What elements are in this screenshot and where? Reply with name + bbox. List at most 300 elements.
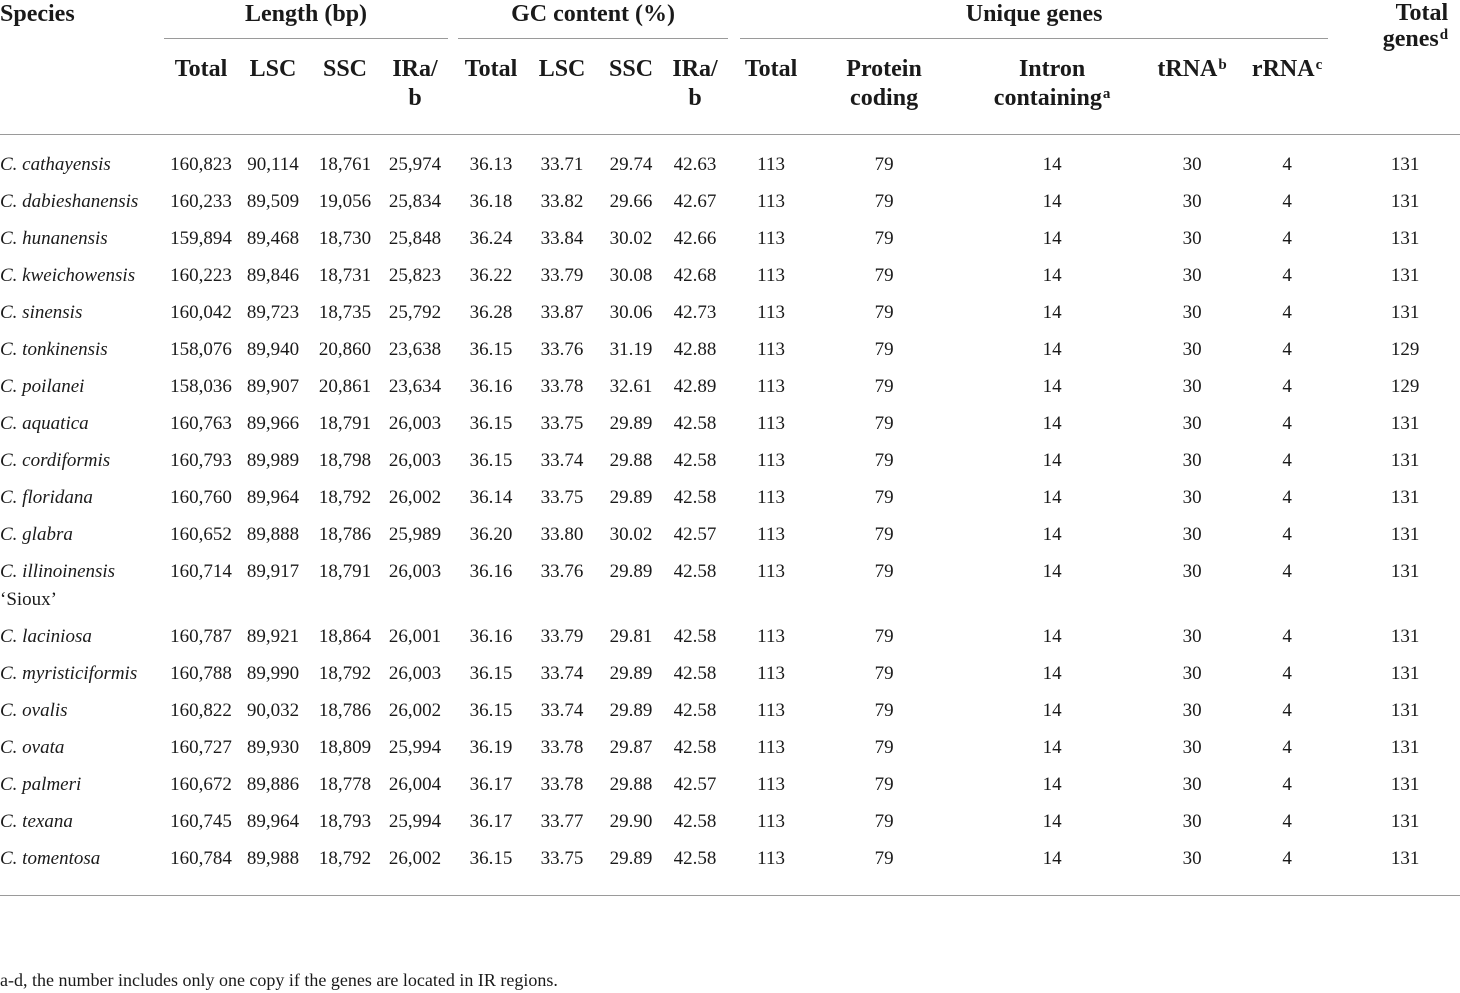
gc-ssc-cell: 29.74 (609, 154, 653, 175)
gc-lsc-cell: 33.79 (540, 626, 584, 647)
species-cell: C. kweichowensis (0, 265, 136, 286)
length-lsc-cell: 89,964 (246, 811, 300, 832)
gc-ssc-cell: 29.89 (609, 700, 653, 721)
length-ssc-cell: 18,793 (318, 811, 372, 832)
intron-containing-cell: 14 (1042, 302, 1062, 323)
table-row (0, 336, 1460, 373)
rrna-cell: 4 (1282, 265, 1292, 286)
gc-ir-cell: 42.58 (673, 487, 717, 508)
gc-ir-cell: 42.67 (673, 191, 717, 212)
gc-lsc-cell: 33.78 (540, 774, 584, 795)
gc-lsc-cell: 33.78 (540, 376, 584, 397)
unique-total-cell: 113 (757, 524, 785, 545)
total-genes-cell: 131 (1390, 737, 1420, 758)
length-ir-cell: 23,634 (388, 376, 442, 397)
species-cell: C. hunanensis (0, 228, 108, 249)
gc-ssc-cell: 30.02 (609, 228, 653, 249)
unique-total-cell: 113 (757, 265, 785, 286)
unique-total-cell: 113 (757, 302, 785, 323)
unique-total-cell: 113 (757, 154, 785, 175)
gc-total-cell: 36.14 (469, 487, 513, 508)
intron-containing-cell: 14 (1042, 848, 1062, 869)
total-genes-cell: 131 (1390, 487, 1420, 508)
unique-total-cell: 113 (757, 626, 785, 647)
total-genes-cell: 131 (1390, 413, 1420, 434)
species-cell: C. palmeri (0, 774, 82, 795)
trna-cell: 30 (1182, 774, 1202, 795)
intron-containing-cell: 14 (1042, 774, 1062, 795)
length-ssc-cell: 20,860 (318, 339, 372, 360)
rrna-cell: 4 (1282, 154, 1292, 175)
species-cell: C. dabieshanensis (0, 191, 139, 212)
gc-total-cell: 36.15 (469, 848, 513, 869)
unique-total-cell: 113 (757, 700, 785, 721)
length-ssc-cell: 18,778 (318, 774, 372, 795)
length-lsc-header: LSC (249, 56, 297, 82)
length-ir-cell: 25,848 (388, 228, 442, 249)
table-row (0, 623, 1460, 660)
length-ssc-cell: 20,861 (318, 376, 372, 397)
total-genes-cell: 131 (1390, 848, 1420, 869)
table-body (0, 135, 1460, 896)
gc-ssc-cell: 29.89 (609, 487, 653, 508)
protein-coding-cell: 79 (874, 524, 894, 545)
total-genes-cell: 129 (1390, 376, 1420, 397)
trna-cell: 30 (1182, 561, 1202, 582)
gc-lsc-header: LSC (538, 56, 586, 82)
trna-cell: 30 (1182, 811, 1202, 832)
rrna-cell: 4 (1282, 450, 1292, 471)
table-row (0, 734, 1460, 771)
gc-ssc-cell: 30.08 (609, 265, 653, 286)
rrna-cell: 4 (1282, 228, 1292, 249)
species-cell: C. cathayensis (0, 154, 111, 175)
table-row (0, 447, 1460, 484)
unique-total-cell: 113 (757, 487, 785, 508)
protein-coding-cell: 79 (874, 811, 894, 832)
length-total-cell: 160,784 (170, 848, 232, 869)
gc-ssc-cell: 29.89 (609, 413, 653, 434)
length-lsc-cell: 89,509 (246, 191, 300, 212)
protein-coding-cell: 79 (874, 737, 894, 758)
gc-lsc-cell: 33.77 (540, 811, 584, 832)
species-cell: C. myristiciformis (0, 663, 138, 684)
trna-cell: 30 (1182, 848, 1202, 869)
rrna-cell: 4 (1282, 700, 1292, 721)
gc-ir-cell: 42.58 (673, 811, 717, 832)
table-footnote: a-d, the number includes only one copy if the genes are located in IR regions. (0, 970, 558, 990)
rrna-cell: 4 (1282, 524, 1292, 545)
protein-coding-cell: 79 (874, 663, 894, 684)
length-ssc-cell: 18,730 (318, 228, 372, 249)
length-group-header: Length (bp) (164, 0, 448, 39)
intron-containing-cell: 14 (1042, 487, 1062, 508)
length-lsc-cell: 89,907 (246, 376, 300, 397)
length-total-cell: 160,233 (170, 191, 232, 212)
length-ssc-header: SSC (322, 56, 368, 82)
gc-ir-cell: 42.58 (673, 450, 717, 471)
gc-total-cell: 36.22 (469, 265, 513, 286)
protein-coding-cell: 79 (874, 774, 894, 795)
length-lsc-cell: 89,989 (246, 450, 300, 471)
intron-containing-cell: 14 (1042, 626, 1062, 647)
unique-total-cell: 113 (757, 450, 785, 471)
gc-ssc-cell: 29.88 (609, 450, 653, 471)
trna-cell: 30 (1182, 191, 1202, 212)
length-total-cell: 160,787 (170, 626, 232, 647)
total-genes-cell: 131 (1390, 561, 1420, 582)
gc-lsc-cell: 33.75 (540, 848, 584, 869)
table-row (0, 660, 1460, 697)
length-total-cell: 160,823 (170, 154, 232, 175)
gc-ssc-cell: 30.02 (609, 524, 653, 545)
gc-lsc-cell: 33.76 (540, 339, 584, 360)
protein-coding-cell: 79 (874, 154, 894, 175)
length-total-cell: 160,760 (170, 487, 232, 508)
unique-total-cell: 113 (757, 376, 785, 397)
length-ssc-cell: 18,761 (318, 154, 372, 175)
length-ir-cell: 23,638 (388, 339, 442, 360)
length-ssc-cell: 18,809 (318, 737, 372, 758)
species-cell: C. tomentosa (0, 848, 101, 869)
gc-lsc-cell: 33.79 (540, 265, 584, 286)
protein-coding-cell: 79 (874, 487, 894, 508)
intron-containing-header: Intron containing$^a$ (993, 56, 1111, 111)
rrna-cell: 4 (1282, 191, 1292, 212)
length-ssc-cell: 18,786 (318, 700, 372, 721)
gc-ir-cell: 42.58 (673, 561, 717, 582)
gc-total-cell: 36.16 (469, 376, 513, 397)
gc-total-cell: 36.28 (469, 302, 513, 323)
intron-containing-cell: 14 (1042, 450, 1062, 471)
table-row (0, 521, 1460, 558)
gc-total-cell: 36.15 (469, 700, 513, 721)
gc-ssc-cell: 30.06 (609, 302, 653, 323)
trna-cell: 30 (1182, 413, 1202, 434)
length-total-cell: 160,652 (170, 524, 232, 545)
gc-ssc-cell: 29.66 (609, 191, 653, 212)
table-row (0, 771, 1460, 808)
table-row (0, 410, 1460, 447)
length-ssc-cell: 19,056 (318, 191, 372, 212)
length-ir-cell: 26,002 (388, 700, 442, 721)
table-row (0, 262, 1460, 299)
length-total-cell: 158,036 (170, 376, 232, 397)
length-ssc-cell: 18,798 (318, 450, 372, 471)
intron-containing-cell: 14 (1042, 191, 1062, 212)
species-cell: C. illinoinensis ‘Sioux’ (0, 561, 116, 610)
length-ssc-cell: 18,791 (318, 561, 372, 582)
trna-cell: 30 (1182, 700, 1202, 721)
length-total-cell: 160,042 (170, 302, 232, 323)
intron-containing-cell: 14 (1042, 265, 1062, 286)
gc-ssc-cell: 29.88 (609, 774, 653, 795)
rrna-cell: 4 (1282, 848, 1292, 869)
gc-total-cell: 36.18 (469, 191, 513, 212)
unique-total-cell: 113 (757, 228, 785, 249)
length-ssc-cell: 18,731 (318, 265, 372, 286)
gc-ir-cell: 42.58 (673, 626, 717, 647)
trna-cell: 30 (1182, 663, 1202, 684)
gc-ssc-cell: 32.61 (609, 376, 653, 397)
length-lsc-cell: 89,940 (246, 339, 300, 360)
trna-cell: 30 (1182, 302, 1202, 323)
unique-total-cell: 113 (757, 339, 785, 360)
gc-group-header: GC content (%) (458, 0, 728, 39)
protein-coding-cell: 79 (874, 339, 894, 360)
length-ssc-cell: 18,792 (318, 848, 372, 869)
length-ssc-cell: 18,864 (318, 626, 372, 647)
length-ssc-cell: 18,791 (318, 413, 372, 434)
length-total-cell: 158,076 (170, 339, 232, 360)
length-ir-cell: 25,994 (388, 737, 442, 758)
gc-ir-cell: 42.58 (673, 413, 717, 434)
protein-coding-cell: 79 (874, 265, 894, 286)
rrna-cell: 4 (1282, 487, 1292, 508)
length-lsc-cell: 89,468 (246, 228, 300, 249)
length-total-cell: 160,822 (170, 700, 232, 721)
gc-total-cell: 36.20 (469, 524, 513, 545)
length-lsc-cell: 89,846 (246, 265, 300, 286)
intron-containing-cell: 14 (1042, 561, 1062, 582)
length-lsc-cell: 89,888 (246, 524, 300, 545)
gc-ssc-header: SSC (609, 56, 654, 82)
gc-lsc-cell: 33.74 (540, 700, 584, 721)
length-lsc-cell: 89,723 (246, 302, 300, 323)
intron-containing-cell: 14 (1042, 154, 1062, 175)
length-ir-cell: 26,002 (388, 487, 442, 508)
length-total-cell: 160,672 (170, 774, 232, 795)
rrna-header: rRNA$^c$ (1251, 56, 1323, 82)
species-cell: C. ovalis (0, 700, 68, 721)
gc-ir-cell: 42.58 (673, 663, 717, 684)
total-genes-cell: 131 (1390, 626, 1420, 647)
intron-containing-cell: 14 (1042, 700, 1062, 721)
total-genes-cell: 131 (1390, 154, 1420, 175)
protein-coding-cell: 79 (874, 228, 894, 249)
species-cell: C. cordiformis (0, 450, 111, 471)
intron-containing-cell: 14 (1042, 339, 1062, 360)
species-cell: C. laciniosa (0, 626, 92, 647)
length-total-cell: 160,223 (170, 265, 232, 286)
total-genes-cell: 131 (1390, 228, 1420, 249)
rrna-cell: 4 (1282, 811, 1292, 832)
gc-lsc-cell: 33.74 (540, 450, 584, 471)
gc-ssc-cell: 29.87 (609, 737, 653, 758)
length-lsc-cell: 89,990 (246, 663, 300, 684)
gc-total-cell: 36.15 (469, 339, 513, 360)
rrna-cell: 4 (1282, 663, 1292, 684)
length-total-cell: 160,788 (170, 663, 232, 684)
gc-lsc-cell: 33.76 (540, 561, 584, 582)
gc-lsc-cell: 33.75 (540, 487, 584, 508)
length-ssc-cell: 18,735 (318, 302, 372, 323)
intron-containing-cell: 14 (1042, 413, 1062, 434)
unique-total-cell: 113 (757, 413, 785, 434)
total-genes-cell: 131 (1390, 302, 1420, 323)
species-cell: C. floridana (0, 487, 93, 508)
length-lsc-cell: 89,988 (246, 848, 300, 869)
total-genes-cell: 131 (1390, 191, 1420, 212)
protein-coding-cell: 79 (874, 561, 894, 582)
species-cell: C. poilanei (0, 376, 85, 397)
total-genes-header: Total genes$^d$ (1382, 0, 1449, 52)
intron-containing-cell: 14 (1042, 811, 1062, 832)
gc-ir-cell: 42.73 (673, 302, 717, 323)
species-cell: C. sinensis (0, 302, 83, 323)
intron-containing-cell: 14 (1042, 524, 1062, 545)
gc-total-cell: 36.15 (469, 663, 513, 684)
unique-total-cell: 113 (757, 561, 785, 582)
length-lsc-cell: 89,917 (246, 561, 300, 582)
gc-ssc-cell: 29.89 (609, 848, 653, 869)
total-genes-cell: 131 (1390, 811, 1420, 832)
unique-total-cell: 113 (757, 663, 785, 684)
gc-total-cell: 36.17 (469, 774, 513, 795)
length-total-cell: 160,763 (170, 413, 232, 434)
intron-containing-cell: 14 (1042, 737, 1062, 758)
table-row (0, 845, 1460, 896)
trna-cell: 30 (1182, 524, 1202, 545)
intron-containing-cell: 14 (1042, 663, 1062, 684)
length-total-cell: 160,745 (170, 811, 232, 832)
gc-ssc-cell: 29.89 (609, 561, 653, 582)
gc-ir-cell: 42.58 (673, 737, 717, 758)
trna-cell: 30 (1182, 228, 1202, 249)
species-cell: C. aquatica (0, 413, 89, 434)
gc-ir-cell: 42.68 (673, 265, 717, 286)
length-lsc-cell: 89,964 (246, 487, 300, 508)
unique-total-cell: 113 (757, 191, 785, 212)
gc-lsc-cell: 33.82 (540, 191, 584, 212)
rrna-cell: 4 (1282, 413, 1292, 434)
gc-ir-cell: 42.58 (673, 700, 717, 721)
length-ir-cell: 26,003 (388, 450, 442, 471)
table-row (0, 373, 1460, 410)
length-lsc-cell: 89,886 (246, 774, 300, 795)
protein-coding-cell: 79 (874, 413, 894, 434)
gc-lsc-cell: 33.75 (540, 413, 584, 434)
gc-ssc-cell: 29.81 (609, 626, 653, 647)
rrna-cell: 4 (1282, 339, 1292, 360)
species-cell: C. ovata (0, 737, 65, 758)
gc-total-cell: 36.17 (469, 811, 513, 832)
length-total-cell: 160,727 (170, 737, 232, 758)
length-ir-cell: 26,003 (388, 413, 442, 434)
length-lsc-cell: 89,921 (246, 626, 300, 647)
length-total-cell: 160,714 (170, 561, 232, 582)
total-genes-cell: 131 (1390, 524, 1420, 545)
gc-ssc-cell: 31.19 (609, 339, 653, 360)
trna-cell: 30 (1182, 450, 1202, 471)
protein-coding-header: Protein coding (846, 56, 922, 111)
gc-total-cell: 36.24 (469, 228, 513, 249)
length-total-header: Total (174, 56, 228, 82)
rrna-cell: 4 (1282, 737, 1292, 758)
table-row (0, 808, 1460, 845)
gc-total-cell: 36.16 (469, 626, 513, 647)
length-lsc-cell: 90,032 (246, 700, 300, 721)
gc-total-cell: 36.15 (469, 450, 513, 471)
length-ir-cell: 26,002 (388, 848, 442, 869)
protein-coding-cell: 79 (874, 700, 894, 721)
protein-coding-cell: 79 (874, 191, 894, 212)
length-total-cell: 159,894 (170, 228, 232, 249)
gc-ir-cell: 42.63 (673, 154, 717, 175)
trna-cell: 30 (1182, 626, 1202, 647)
gc-lsc-cell: 33.87 (540, 302, 584, 323)
gc-ir-cell: 42.66 (673, 228, 717, 249)
rrna-cell: 4 (1282, 774, 1292, 795)
unique-total-cell: 113 (757, 811, 785, 832)
species-cell: C. glabra (0, 524, 73, 545)
gc-lsc-cell: 33.84 (540, 228, 584, 249)
length-ssc-cell: 18,792 (318, 663, 372, 684)
gc-ir-header: IRa/ b (672, 56, 718, 111)
table-row (0, 225, 1460, 262)
total-genes-cell: 131 (1390, 663, 1420, 684)
rrna-cell: 4 (1282, 302, 1292, 323)
length-ir-cell: 25,834 (388, 191, 442, 212)
species-cell: C. tonkinensis (0, 339, 108, 360)
length-ssc-cell: 18,792 (318, 487, 372, 508)
length-ir-cell: 25,792 (388, 302, 442, 323)
length-ssc-cell: 18,786 (318, 524, 372, 545)
length-ir-cell: 26,003 (388, 663, 442, 684)
gc-total-cell: 36.15 (469, 413, 513, 434)
length-ir-header: IRa/ b (392, 56, 438, 111)
length-ir-cell: 26,004 (388, 774, 442, 795)
gc-ir-cell: 42.89 (673, 376, 717, 397)
table-row (0, 697, 1460, 734)
trna-cell: 30 (1182, 487, 1202, 508)
length-ir-cell: 25,994 (388, 811, 442, 832)
gc-lsc-cell: 33.80 (540, 524, 584, 545)
gc-total-header: Total (464, 56, 518, 82)
protein-coding-cell: 79 (874, 626, 894, 647)
table-row (0, 299, 1460, 336)
trna-cell: 30 (1182, 376, 1202, 397)
length-ir-cell: 25,989 (388, 524, 442, 545)
gc-lsc-cell: 33.71 (540, 154, 584, 175)
length-ir-cell: 25,974 (388, 154, 442, 175)
table-row (0, 484, 1460, 521)
unique-total-header: Total (744, 56, 798, 82)
length-ir-cell: 26,003 (388, 561, 442, 582)
intron-containing-cell: 14 (1042, 228, 1062, 249)
trna-cell: 30 (1182, 339, 1202, 360)
gc-ssc-cell: 29.89 (609, 663, 653, 684)
total-genes-cell: 131 (1390, 265, 1420, 286)
unique-total-cell: 113 (757, 737, 785, 758)
species-header: Species (0, 1, 75, 27)
gc-ir-cell: 42.88 (673, 339, 717, 360)
intron-containing-cell: 14 (1042, 376, 1062, 397)
gc-lsc-cell: 33.74 (540, 663, 584, 684)
rrna-cell: 4 (1282, 626, 1292, 647)
length-lsc-cell: 89,966 (246, 413, 300, 434)
gc-lsc-cell: 33.78 (540, 737, 584, 758)
length-ir-cell: 25,823 (388, 265, 442, 286)
gc-total-cell: 36.16 (469, 561, 513, 582)
table-row (0, 135, 1460, 189)
protein-coding-cell: 79 (874, 376, 894, 397)
table-row (0, 188, 1460, 225)
total-genes-cell: 131 (1390, 774, 1420, 795)
table-row (0, 558, 1460, 623)
total-genes-cell: 131 (1390, 700, 1420, 721)
protein-coding-cell: 79 (874, 450, 894, 471)
